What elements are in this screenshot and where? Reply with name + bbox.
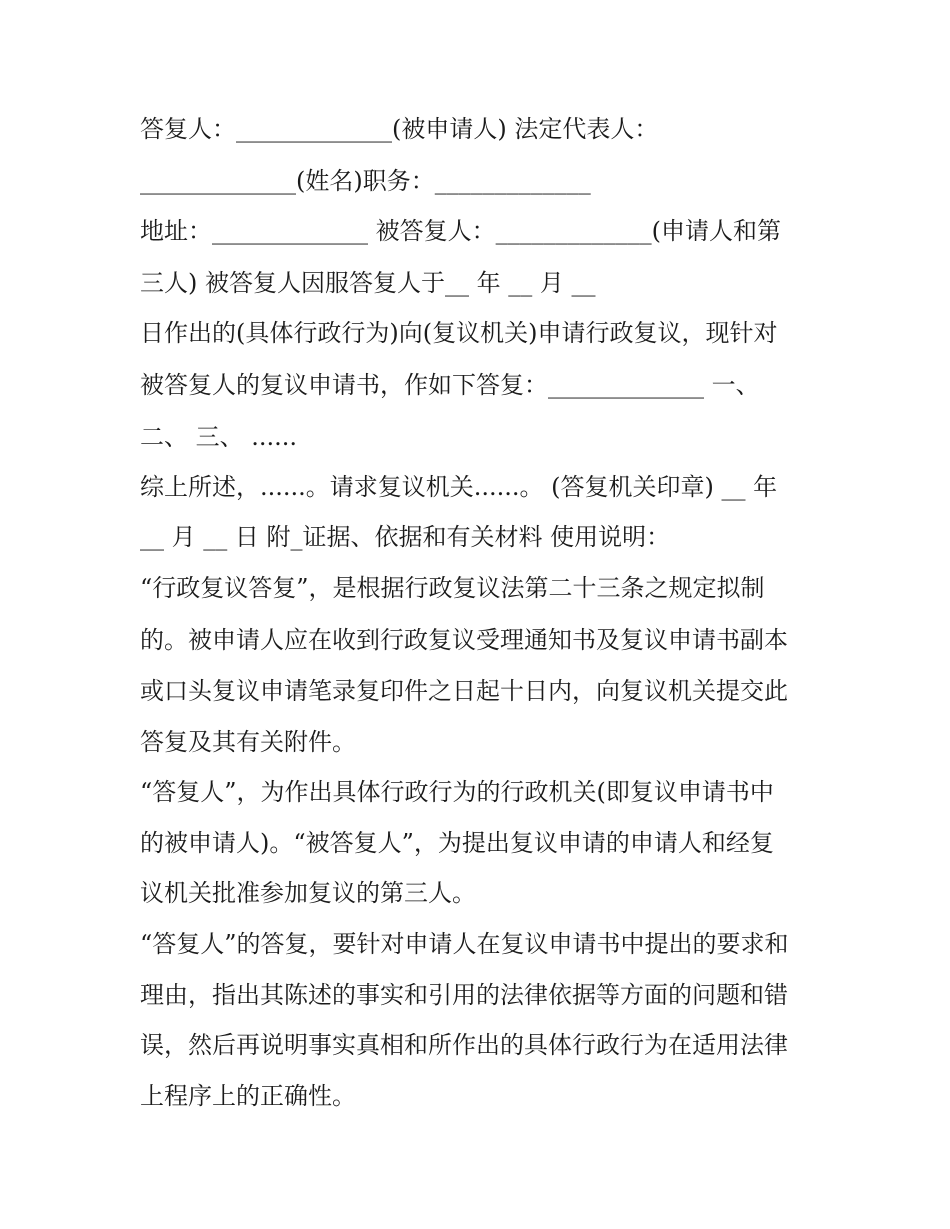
text-line: “答复人”，为作出具体行政行为的行政机关(即复议申请书中 — [140, 778, 774, 806]
text-line: __ 月 __ 日 附_证据、依据和有关材料 使用说明： — [140, 523, 671, 551]
text-line: 或口头复议申请笔录复印件之日起十日内，向复议机关提交此 — [140, 677, 788, 705]
text-line: 上程序上的正确性。 — [140, 1082, 356, 1110]
text-line: “行政复议答复”，是根据行政复议法第二十三条之规定拟制 — [140, 574, 765, 602]
text-line: 的被申请人)。“被答复人”，为提出复议申请的申请人和经复 — [140, 829, 774, 857]
text-line: 综上所述，......。请求复议机关......。 (答复机关印章) __ 年 — [140, 473, 778, 501]
text-line: 三人) 被答复人因服答复人于__ 年 __ 月 __ — [140, 269, 596, 297]
text-line: 日作出的(具体行政行为)向(复议机关)申请行政复议，现针对 — [140, 319, 778, 347]
text-line: 答复人：_____________(被申请人) 法定代表人： — [140, 115, 659, 143]
text-line: 的。被申请人应在收到行政复议受理通知书及复议申请书副本 — [140, 626, 788, 654]
text-line: _____________(姓名)职务：_____________ — [140, 167, 591, 195]
text-line: 理由，指出其陈述的事实和引用的法律依据等方面的问题和错 — [140, 981, 788, 1009]
text-line: 误，然后再说明事实真相和所作出的具体行政行为在适用法律 — [140, 1031, 788, 1059]
text-line: 议机关批准参加复议的第三人。 — [140, 879, 476, 907]
text-line: 答复及其有关附件。 — [140, 728, 356, 756]
text-line: 被答复人的复议申请书，作如下答复：_____________ 一、 — [140, 371, 760, 399]
text-line: “答复人”的答复，要针对申请人在复议申请书中提出的要求和 — [140, 930, 789, 958]
text-line: 二、 三、 ...... — [140, 423, 298, 451]
text-line: 地址：_____________ 被答复人：_____________(申请人和第 — [140, 217, 781, 245]
